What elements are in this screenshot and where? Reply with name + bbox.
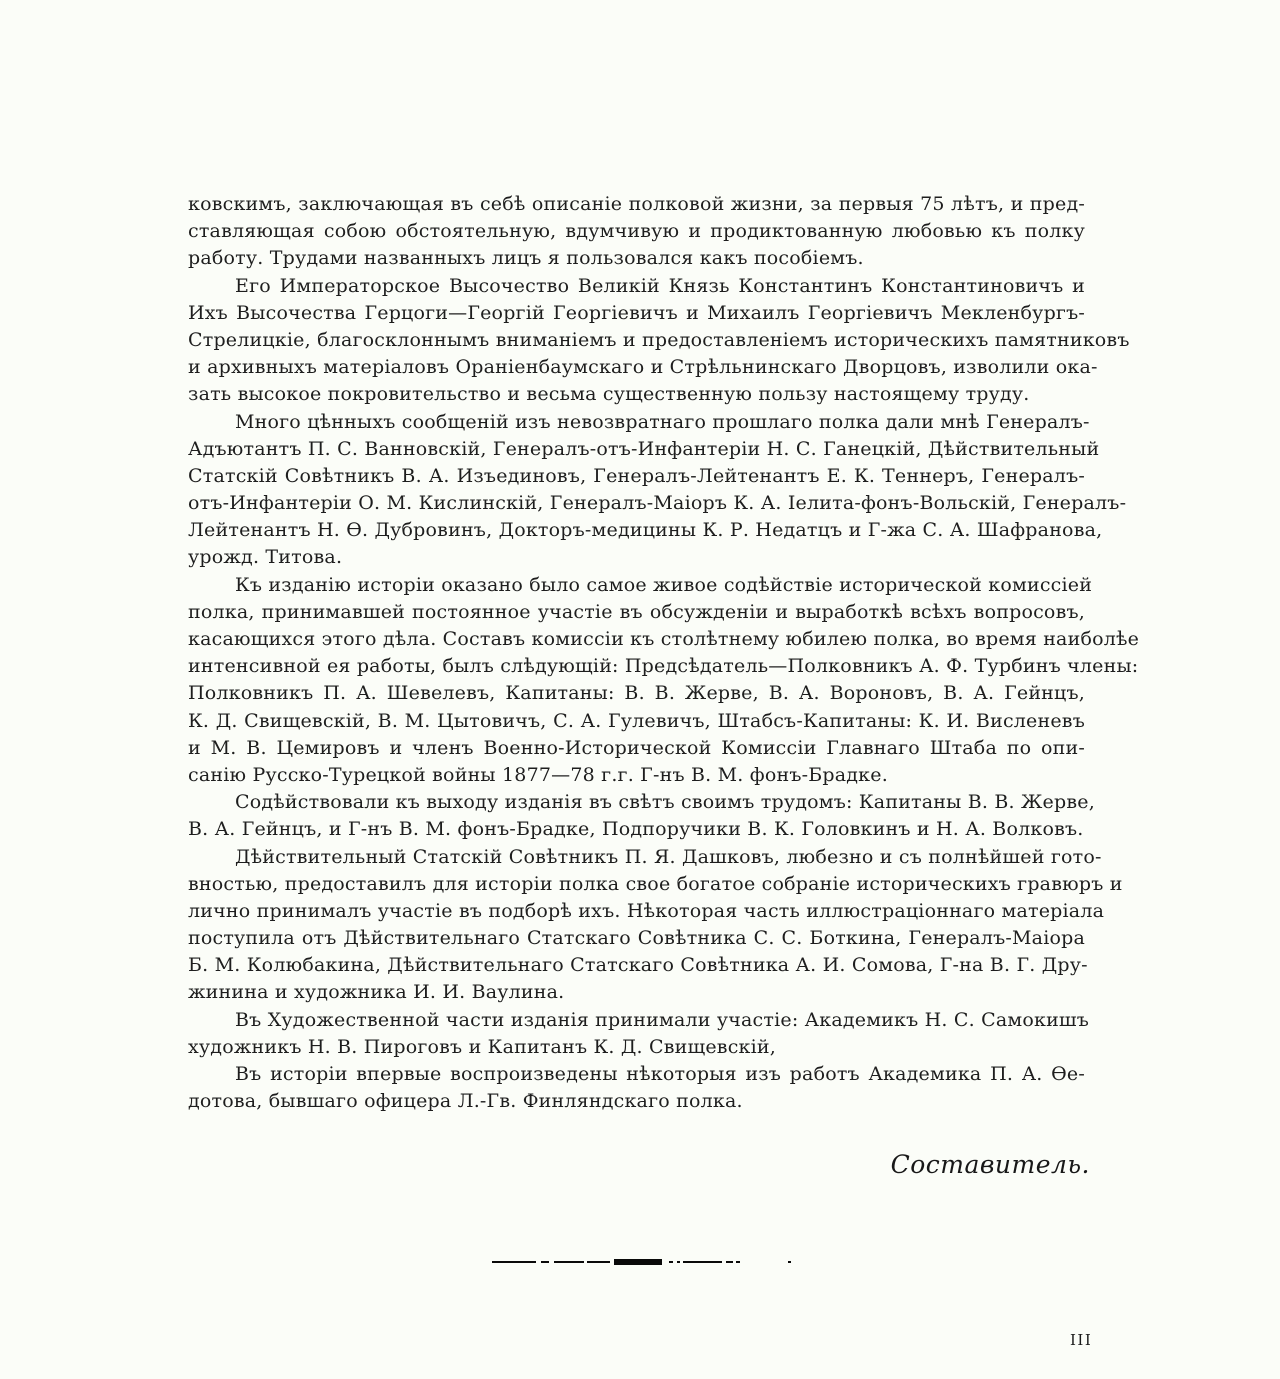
text-line: Содѣйствовали къ выходу изданія въ свѣтъ своимъ трудомъ: Капитаны В. В. Жерве, <box>235 791 1095 814</box>
text-line: интенсивной ея работы, былъ слѣдующій: Предсѣдатель—Полковникъ А. Ф. Турбинъ члены: <box>188 655 1139 678</box>
text-line: поступила отъ Дѣйствительнаго Статскаго Совѣтника С. С. Боткина, Генералъ-Маіора <box>188 927 1085 950</box>
text-block <box>188 191 1140 1115</box>
page-number: III <box>1070 1331 1093 1349</box>
text-line: Б. М. Колюбакина, Дѣйствительнаго Статскаго Совѣтника А. И. Сомова, Г-на В. Г. Дру- <box>188 954 1088 977</box>
paragraph <box>188 409 1127 572</box>
text-line: Стрелицкіе, благосклоннымъ вниманіемъ и предоставленіемъ историческихъ памятниковъ <box>188 328 1130 351</box>
text-line: Въ исторіи впервые воспроизведены нѣкоторыя изъ работъ Академика П. А. Ѳе- <box>235 1063 1085 1085</box>
text-line: жинина и художника И. И. Ваулина. <box>188 981 565 1004</box>
text-line: К. Д. Свищевскій, В. М. Цытовичъ, С. А. Гулевичъ, Штабсъ-Капитаны: К. И. Висленевъ <box>188 709 1085 732</box>
text-line: Много цѣнныхъ сообщеній изъ невозвратнаго прошлаго полка дали мнѣ Генералъ- <box>235 410 1090 433</box>
text-line: урожд. Титова. <box>188 546 343 569</box>
text-line: вностью, предоставилъ для исторіи полка свое богатое собраніе историческихъ гравюръ и <box>188 872 1123 895</box>
divider-ornament <box>492 1258 792 1266</box>
text-line: В. А. Гейнцъ, и Г-нъ В. М. фонъ-Брадке, Подпоручики В. К. Головкинъ и Н. А. Волковъ. <box>188 818 1084 841</box>
text-line: Лейтенантъ Н. Ѳ. Дубровинъ, Докторъ-медицины К. Р. Недатцъ и Г-жа С. А. Шафранова, <box>188 519 1103 542</box>
text-line: художникъ Н. В. Пироговъ и Капитанъ К. Д. Свищевскій, <box>188 1035 776 1058</box>
text-line: отъ-Инфантеріи О. М. Кислинскій, Генералъ-Маіоръ К. А. Іелита-фонъ-Вольскій, Генералъ- <box>188 492 1127 515</box>
text-line: Дѣйствительный Статскій Совѣтникъ П. Я. Дашковъ, любезно и съ полнѣйшей гото- <box>235 845 1102 868</box>
text-line: Его Императорское Высочество Великій Князь Константинъ Константиновичъ и <box>235 274 1085 297</box>
text-line: Адъютантъ П. С. Ванновскій, Генералъ-отъ-Инфантеріи Н. С. Ганецкій, Дѣйствительный <box>188 437 1100 460</box>
text-line: дотова, бывшаго офицера Л.-Гв. Финляндскаго полка. <box>188 1090 743 1113</box>
paragraph <box>188 191 1085 273</box>
text-line: работу. Трудами названныхъ лицъ я пользовался какъ пособіемъ. <box>188 247 864 270</box>
text-line: Статскій Совѣтникъ В. А. Изъединовъ, Генералъ-Лейтенантъ Е. К. Теннеръ, Генералъ- <box>188 464 1085 487</box>
text-line: Къ изданію исторіи оказано было самое живое содѣйствіе исторической комиссіей <box>235 573 1093 596</box>
paragraph <box>188 789 1095 843</box>
text-line: ставляющая собою обстоятельную, вдумчивую и продиктованную любовью къ полку <box>188 220 1085 243</box>
text-line: зать высокое покровительство и весьма существенную пользу настоящему труду. <box>188 383 1030 406</box>
text-line: Въ Художественной части изданія принимали участіе: Академикъ Н. С. Самокишъ <box>235 1008 1090 1031</box>
paragraph <box>188 844 1123 1007</box>
text-line: полка, принимавшей постоянное участіе въ обсужденіи и выработкѣ всѣхъ вопросовъ, <box>188 600 1085 623</box>
text-line: касающихся этого дѣла. Составъ комиссіи къ столѣтнему юбилею полка, во время наиболѣе <box>188 628 1140 650</box>
text-line: ковскимъ, заключающая въ себѣ описаніе полковой жизни, за первыя 75 лѣтъ, и пред- <box>188 193 1085 215</box>
paragraph <box>188 572 1140 790</box>
text-line: лично принималъ участіе въ подборѣ ихъ. Нѣкоторая часть иллюстраціоннаго матеріала <box>188 899 1105 922</box>
paragraph <box>188 273 1130 409</box>
text-line: санію Русско-Турецкой войны 1877—78 г.г. Г-нъ В. М. фонъ-Брадке. <box>188 763 888 786</box>
paragraph <box>188 1061 1085 1115</box>
paragraph <box>188 1007 1090 1061</box>
text-line: и М. В. Цемировъ и членъ Военно-Исторической Комиссіи Главнаго Штаба по опи- <box>188 736 1085 759</box>
text-line: и архивныхъ матеріаловъ Ораніенбаумскаго и Стрѣльнинскаго Дворцовъ, изволили ока- <box>188 356 1098 379</box>
text-line: Полковникъ П. А. Шевелевъ, Капитаны: В. В. Жерве, В. А. Вороновъ, В. А. Гейнцъ, <box>188 682 1085 705</box>
signature: Составитель. <box>890 1150 1090 1179</box>
text-line: Ихъ Высочества Герцоги—Георгій Георгіевичъ и Михаилъ Георгіевичъ Мекленбургъ- <box>188 301 1085 324</box>
